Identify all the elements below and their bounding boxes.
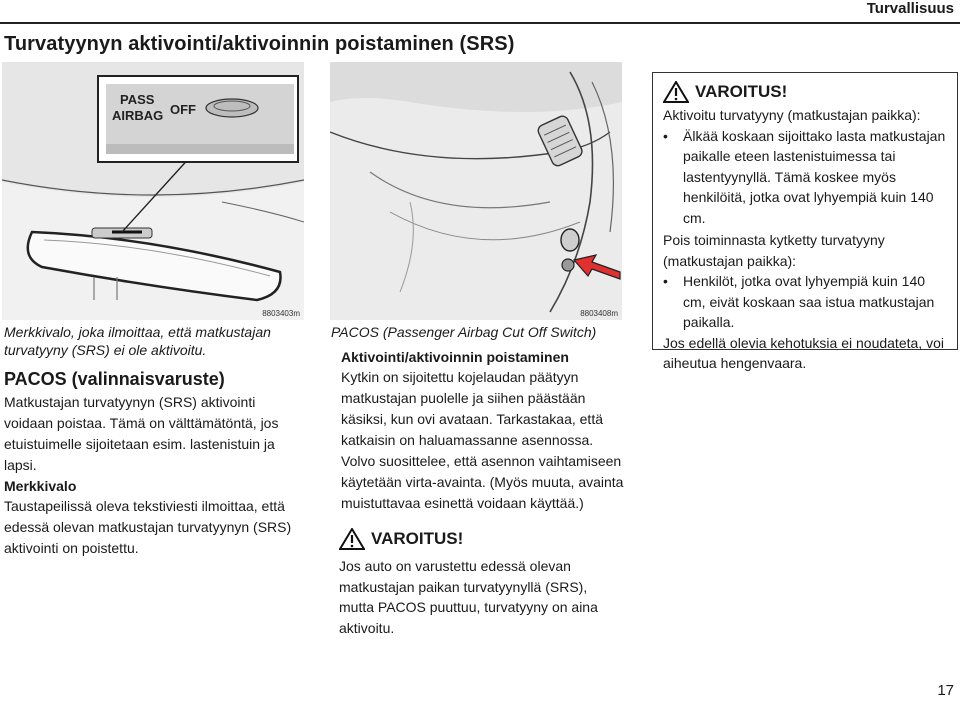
warning-bullet-2-text: Henkilöt, jotka ovat lyhyempiä kuin 140 cm, eivät koskaan saa istua matkustajan paikalla.	[683, 273, 935, 330]
page-title: Turvatyynyn aktivointi/aktivoinnin poistaminen (SRS)	[4, 33, 515, 55]
panel-text-off: OFF	[170, 102, 196, 117]
heading-merkkivalo: Merkkivalo	[4, 478, 77, 494]
warning-box-2	[331, 520, 623, 644]
figure-caption-dashboard: PACOS (Passenger Airbag Cut Off Switch)	[331, 324, 597, 340]
figure-dashboard	[330, 62, 622, 320]
warning-bullet-1	[663, 126, 947, 229]
warning-bullet-2	[663, 271, 947, 333]
warning-intro-inactive: Pois toiminnasta kytketty turvatyyny (matkustajan paikka):	[663, 232, 885, 269]
panel-text-airbag: AIRBAG	[112, 108, 164, 123]
warning-outro: Jos edellä olevia kehotuksia ei noudateta, voi aiheutua hengenvaara.	[663, 334, 944, 371]
panel-text-pass: PASS	[120, 92, 155, 107]
top-rule	[0, 22, 960, 24]
figure-caption-mirror: Merkkivalo, joka ilmoittaa, että matkustajan turvatyyny (SRS) ei ole aktivoitu.	[4, 324, 271, 358]
section-tag: Turvallisuus	[866, 0, 954, 17]
warning-intro-active: Aktivoitu turvatyyny (matkustajan paikka):	[663, 107, 921, 123]
paragraph-aktivointi: Kytkin on sijoitettu kojelaudan päätyyn matkustajan puolelle ja siihen päästään käsiksi, kun ovi avataan. Tarkastakaa, että katkaisin on haluamassanne asennossa. Volvo suosittelee, että asennon vaihtamiseen käytetään virta-avainta. (Myös muuta, avainta muistuttavaa esinettä voidaan käyttää.)	[341, 369, 624, 511]
figure-mirror	[2, 62, 304, 320]
heading-pacos: PACOS (valinnaisvaruste)	[4, 369, 225, 389]
warning-title: VAROITUS!	[695, 82, 788, 101]
warning-title: VAROITUS!	[371, 529, 464, 548]
mirror-illustration	[2, 62, 304, 320]
warning-title-row	[663, 81, 947, 103]
column-1	[4, 368, 304, 559]
warning-box-3	[652, 72, 958, 371]
warning-triangle-icon	[339, 528, 365, 550]
warning-bullet-1-text: Älkää koskaan sijoittako lasta matkustajan paikalle eteen lastenistuimessa tai lastentyynyllä. Tämä koskee myös henkilöitä, jotka ovat lyhyempiä kuin 140 cm.	[683, 127, 946, 226]
paragraph-pacos: Matkustajan turvatyynyn (SRS) aktivointi voidaan poistaa. Tämä on välttämätöntä, jos etuistuimelle sijoitetaan esim. lastenistuin ja lapsi.	[4, 394, 279, 473]
figure-code: 8803403m	[262, 309, 300, 318]
warning-triangle-icon	[663, 81, 689, 103]
column-2	[341, 348, 626, 514]
bullet-marker: •	[663, 273, 668, 289]
heading-aktivointi: Aktivointi/aktivoinnin poistaminen	[341, 349, 569, 365]
dashboard-illustration	[330, 62, 622, 320]
warning-text: Jos auto on varustettu edessä olevan matkustajan paikan turvatyynyllä (SRS), mutta PACOS puuttuu, turvatyyny on aina aktivoitu.	[339, 558, 598, 636]
figure-code: 8803408m	[580, 309, 618, 318]
warning-title-row	[339, 528, 615, 550]
paragraph-merkkivalo: Taustapeilissä oleva tekstiviesti ilmoittaa, että edessä olevan matkustajan turvatyynyn (SRS) aktivointi on poistettu.	[4, 498, 292, 556]
page-number: 17	[937, 682, 954, 699]
bullet-marker: •	[663, 127, 668, 144]
